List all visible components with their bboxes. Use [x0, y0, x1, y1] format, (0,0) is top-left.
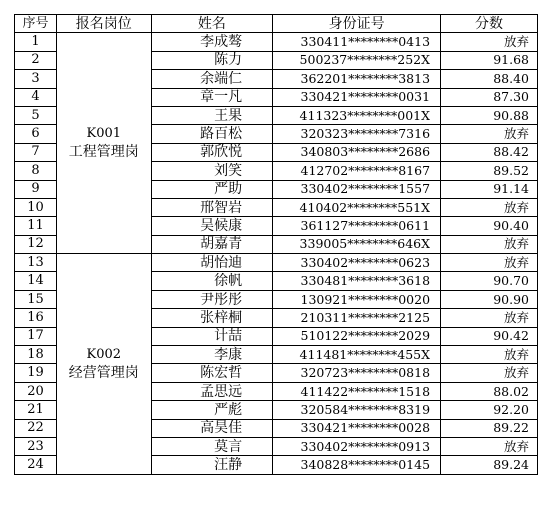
row-id-number: 340803********2686	[273, 143, 441, 161]
row-id-number: 500237********252X	[273, 51, 441, 69]
row-index: 17	[15, 327, 57, 345]
row-score: 88.42	[441, 143, 538, 161]
row-score: 91.68	[441, 51, 538, 69]
row-id-number: 330402********0913	[273, 437, 441, 455]
row-name: 高昊佳	[151, 419, 273, 437]
row-index: 22	[15, 419, 57, 437]
row-score: 放弃	[441, 198, 538, 216]
row-score: 放弃	[441, 364, 538, 382]
row-name: 严彪	[151, 401, 273, 419]
row-id-number: 361127********0611	[273, 217, 441, 235]
row-score: 90.70	[441, 272, 538, 290]
row-name: 莫言	[151, 437, 273, 455]
row-id-number: 412702********8167	[273, 162, 441, 180]
row-index: 10	[15, 198, 57, 216]
row-score: 88.40	[441, 70, 538, 88]
row-index: 9	[15, 180, 57, 198]
row-name: 邢智岩	[151, 198, 273, 216]
row-id-number: 210311********2125	[273, 309, 441, 327]
row-id-number: 411323********001X	[273, 106, 441, 124]
row-index: 14	[15, 272, 57, 290]
row-id-number: 330481********3618	[273, 272, 441, 290]
row-name: 郭欣悦	[151, 143, 273, 161]
row-name: 孟思远	[151, 382, 273, 400]
position-group-cell	[57, 33, 151, 254]
row-name: 陈力	[151, 51, 273, 69]
row-score: 放弃	[441, 437, 538, 455]
row-id-number: 330402********0623	[273, 254, 441, 272]
row-score: 放弃	[441, 33, 538, 51]
row-name: 刘笑	[151, 162, 273, 180]
row-name: 胡嘉青	[151, 235, 273, 253]
row-id-number: 330421********0028	[273, 419, 441, 437]
table-body	[15, 33, 538, 474]
row-score: 90.90	[441, 290, 538, 308]
position-code: K001	[86, 126, 122, 142]
row-name: 计喆	[151, 327, 273, 345]
header-position: 报名岗位	[57, 15, 151, 33]
row-score: 87.30	[441, 88, 538, 106]
row-name: 李康	[151, 346, 273, 364]
row-name: 章一凡	[151, 88, 273, 106]
row-index: 6	[15, 125, 57, 143]
row-id-number: 411422********1518	[273, 382, 441, 400]
row-score: 90.40	[441, 217, 538, 235]
row-name: 李成骜	[151, 33, 273, 51]
row-score: 放弃	[441, 235, 538, 253]
header-id-number: 身份证号	[273, 15, 441, 33]
row-name: 吴候康	[151, 217, 273, 235]
header-row	[15, 15, 538, 33]
row-score: 92.20	[441, 401, 538, 419]
row-id-number: 130921********0020	[273, 290, 441, 308]
row-id-number: 330411********0413	[273, 33, 441, 51]
position-group-cell	[57, 254, 151, 475]
row-index: 7	[15, 143, 57, 161]
position-title: 工程管理岗	[68, 144, 139, 161]
row-score: 放弃	[441, 254, 538, 272]
row-name: 汪静	[151, 456, 273, 474]
row-index: 20	[15, 382, 57, 400]
row-index: 19	[15, 364, 57, 382]
row-index: 21	[15, 401, 57, 419]
row-score: 90.88	[441, 106, 538, 124]
row-score: 88.02	[441, 382, 538, 400]
row-name: 王果	[151, 106, 273, 124]
row-score: 91.14	[441, 180, 538, 198]
row-id-number: 410402********551X	[273, 198, 441, 216]
row-score: 89.22	[441, 419, 538, 437]
row-index: 23	[15, 437, 57, 455]
row-index: 18	[15, 346, 57, 364]
row-index: 12	[15, 235, 57, 253]
row-name: 徐帆	[151, 272, 273, 290]
row-name: 路百松	[151, 125, 273, 143]
row-id-number: 411481********455X	[273, 346, 441, 364]
row-index: 16	[15, 309, 57, 327]
row-index: 8	[15, 162, 57, 180]
row-index: 5	[15, 106, 57, 124]
row-id-number: 362201********3813	[273, 70, 441, 88]
header-name: 姓名	[151, 15, 273, 33]
row-name: 余端仁	[151, 70, 273, 88]
row-id-number: 320323********7316	[273, 125, 441, 143]
row-score: 90.42	[441, 327, 538, 345]
row-score: 89.52	[441, 162, 538, 180]
row-id-number: 339005********646X	[273, 235, 441, 253]
row-name: 胡怡迪	[151, 254, 273, 272]
row-score: 放弃	[441, 125, 538, 143]
row-index: 11	[15, 217, 57, 235]
row-id-number: 320584********8319	[273, 401, 441, 419]
row-name: 尹彤彤	[151, 290, 273, 308]
row-index: 13	[15, 254, 57, 272]
row-index: 4	[15, 88, 57, 106]
row-name: 张梓桐	[151, 309, 273, 327]
row-id-number: 340828********0145	[273, 456, 441, 474]
row-id-number: 510122********2029	[273, 327, 441, 345]
table-row	[15, 33, 538, 51]
table-row	[15, 254, 538, 272]
row-id-number: 330402********1557	[273, 180, 441, 198]
position-code: K002	[86, 346, 122, 362]
row-score: 89.24	[441, 456, 538, 474]
row-index: 2	[15, 51, 57, 69]
row-name: 陈宏哲	[151, 364, 273, 382]
score-table	[14, 14, 538, 475]
row-score: 放弃	[441, 309, 538, 327]
row-name: 严助	[151, 180, 273, 198]
row-index: 15	[15, 290, 57, 308]
row-index: 3	[15, 70, 57, 88]
header-score: 分数	[441, 15, 538, 33]
row-index: 24	[15, 456, 57, 474]
row-id-number: 320723********0818	[273, 364, 441, 382]
header-index: 序号	[15, 15, 57, 33]
row-id-number: 330421********0031	[273, 88, 441, 106]
row-index: 1	[15, 33, 57, 51]
position-title: 经营管理岗	[68, 364, 139, 381]
row-score: 放弃	[441, 346, 538, 364]
